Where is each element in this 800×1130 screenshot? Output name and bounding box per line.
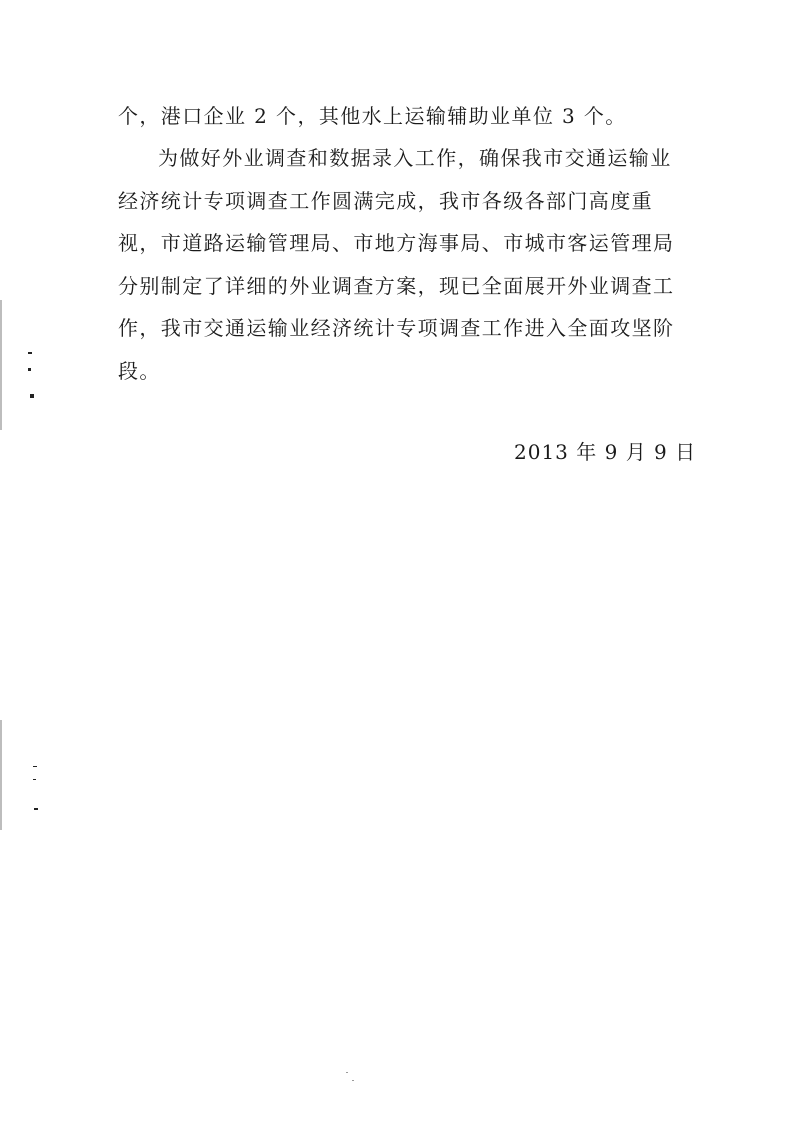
scan-mark xyxy=(34,808,38,810)
text-line-4: 视，市道路运输管理局、市地方海事局、市城市客运管理局 xyxy=(118,231,675,255)
document-date: 2013 年 9 月 9 日 xyxy=(514,440,697,464)
scan-mark xyxy=(28,368,31,371)
scan-edge-top xyxy=(0,300,2,430)
text-line-1: 个，港口企业 2 个，其他水上运输辅助业单位 3 个。 xyxy=(118,104,627,128)
text-line-5: 分别制定了详细的外业调查方案，现已全面展开外业调查工 xyxy=(118,274,675,298)
text-line-2: 为做好外业调查和数据录入工作，确保我市交通运输业 xyxy=(158,146,672,170)
scan-mark xyxy=(33,766,37,767)
scan-speck xyxy=(346,1072,348,1073)
scan-edge-bottom xyxy=(0,720,2,830)
scan-mark xyxy=(33,779,36,780)
text-line-3: 经济统计专项调查工作圆满完成，我市各级各部门高度重 xyxy=(118,189,653,213)
scan-mark xyxy=(28,352,32,354)
text-line-6: 作，我市交通运输业经济统计专项调查工作进入全面攻坚阶 xyxy=(118,316,675,340)
scan-speck xyxy=(352,1080,354,1081)
scan-mark xyxy=(30,394,34,398)
text-line-7: 段。 xyxy=(118,359,161,383)
